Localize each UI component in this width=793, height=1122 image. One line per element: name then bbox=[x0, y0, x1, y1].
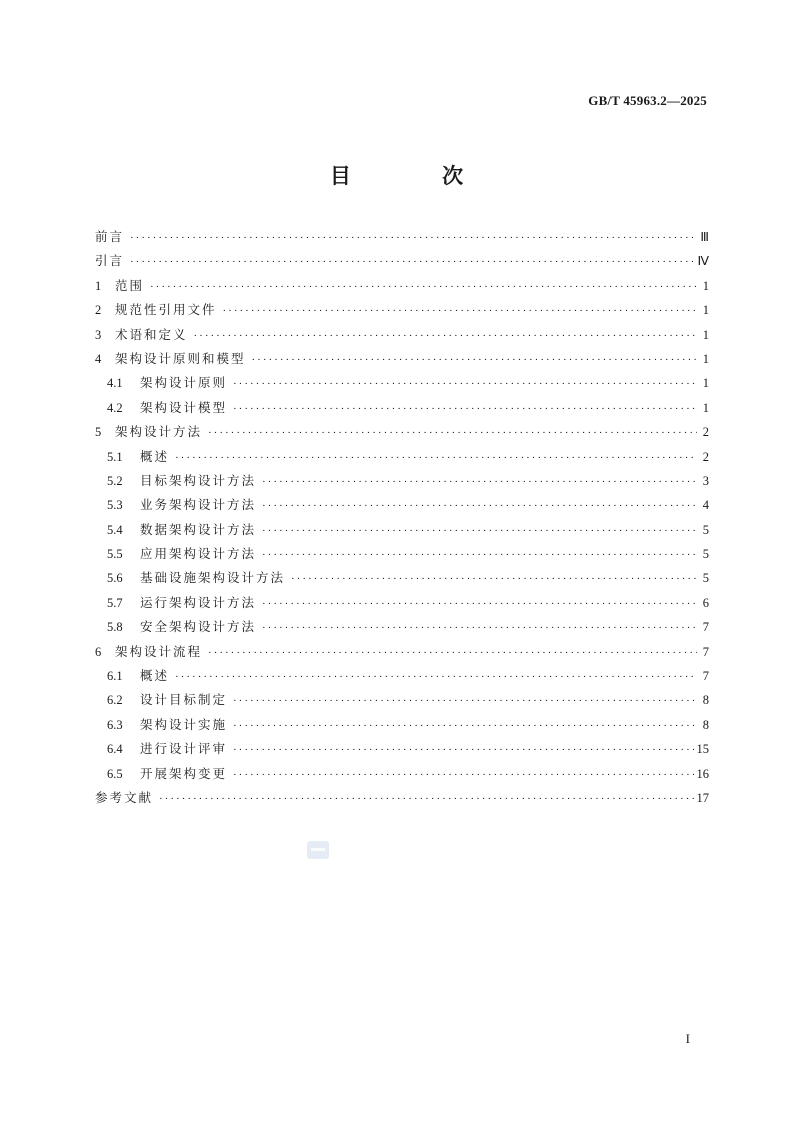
toc-entry-page: 1 bbox=[702, 376, 709, 391]
toc-entry[interactable] bbox=[95, 518, 709, 542]
dot-leader bbox=[233, 397, 697, 421]
toc-entry-number: 6.2 bbox=[107, 693, 123, 708]
dot-leader bbox=[233, 714, 697, 738]
toc-entry[interactable] bbox=[95, 298, 709, 322]
dot-leader bbox=[175, 446, 697, 470]
table-of-contents bbox=[95, 225, 709, 810]
toc-entry-label: 设计目标制定 bbox=[140, 692, 228, 708]
toc-entry-number: 5.4 bbox=[107, 522, 123, 537]
toc-entry-number: 5 bbox=[95, 425, 102, 440]
dot-leader bbox=[262, 470, 697, 494]
toc-entry-number: 1 bbox=[95, 278, 102, 293]
toc-entry-number: 5.6 bbox=[107, 571, 123, 586]
toc-entry[interactable] bbox=[95, 249, 709, 273]
dot-leader bbox=[130, 250, 695, 274]
dot-leader bbox=[262, 616, 697, 640]
dot-leader bbox=[262, 494, 697, 518]
toc-entry-label: 概述 bbox=[140, 448, 170, 464]
toc-entry-page: 6 bbox=[702, 595, 709, 610]
toc-entry-label: 运行架构设计方法 bbox=[140, 594, 257, 610]
toc-entry-number: 4 bbox=[95, 351, 102, 366]
toc-entry[interactable] bbox=[95, 225, 709, 249]
toc-entry-page: 1 bbox=[702, 303, 709, 318]
toc-entry-number: 5.8 bbox=[107, 620, 123, 635]
toc-entry-page: 5 bbox=[702, 571, 709, 586]
toc-entry-label: 开展架构变更 bbox=[140, 765, 228, 781]
toc-entry-page: 1 bbox=[702, 400, 709, 415]
toc-entry[interactable] bbox=[95, 737, 709, 761]
toc-entry-label: 规范性引用文件 bbox=[115, 302, 217, 318]
toc-entry[interactable] bbox=[95, 445, 709, 469]
toc-entry[interactable] bbox=[95, 274, 709, 298]
toc-entry-label: 架构设计方法 bbox=[115, 424, 203, 440]
dot-leader bbox=[194, 324, 697, 348]
dot-leader bbox=[262, 543, 697, 567]
toc-entry[interactable] bbox=[95, 493, 709, 517]
dot-leader bbox=[233, 738, 694, 762]
toc-entry-page: 7 bbox=[702, 620, 709, 635]
dot-leader bbox=[159, 787, 694, 811]
toc-entry[interactable] bbox=[95, 664, 709, 688]
page-number: I bbox=[685, 1031, 690, 1046]
toc-entry-number: 5.3 bbox=[107, 498, 123, 513]
dot-leader bbox=[130, 226, 697, 250]
toc-entry-label: 架构设计原则 bbox=[140, 375, 228, 391]
toc-entry-page: 16 bbox=[696, 766, 709, 781]
toc-entry-number: 6.5 bbox=[107, 766, 123, 781]
toc-entry-label: 引言 bbox=[95, 253, 125, 269]
dot-leader bbox=[175, 665, 697, 689]
dot-leader bbox=[262, 519, 697, 543]
toc-entry-label: 概述 bbox=[140, 668, 170, 684]
toc-entry-number: 4.2 bbox=[107, 400, 123, 415]
toc-entry-number: 6.4 bbox=[107, 742, 123, 757]
toc-entry-page: 8 bbox=[702, 717, 709, 732]
toc-entry-page: 3 bbox=[702, 473, 709, 488]
toc-entry-page: 2 bbox=[702, 425, 709, 440]
toc-entry-page: 1 bbox=[702, 351, 709, 366]
toc-entry[interactable] bbox=[95, 640, 709, 664]
standard-code: GB/T 45963.2—2025 bbox=[588, 93, 707, 108]
toc-entry-page: 7 bbox=[702, 644, 709, 659]
dot-leader bbox=[233, 689, 697, 713]
toc-entry-label: 架构设计实施 bbox=[140, 716, 228, 732]
toc-entry-page: Ⅳ bbox=[697, 254, 709, 269]
toc-entry-label: 术语和定义 bbox=[115, 326, 188, 342]
toc-entry-page: 4 bbox=[702, 498, 709, 513]
dot-leader bbox=[223, 299, 697, 323]
toc-entry[interactable] bbox=[95, 762, 709, 786]
toc-entry-page: 8 bbox=[702, 693, 709, 708]
toc-entry[interactable] bbox=[95, 371, 709, 395]
toc-entry-label: 架构设计模型 bbox=[140, 399, 228, 415]
dot-leader bbox=[150, 275, 697, 299]
toc-entry-number: 3 bbox=[95, 327, 102, 342]
toc-entry-page: 2 bbox=[702, 449, 709, 464]
toc-entry[interactable] bbox=[95, 323, 709, 347]
toc-entry-label: 目标架构设计方法 bbox=[140, 472, 257, 488]
toc-entry-number: 5.7 bbox=[107, 595, 123, 610]
toc-entry-label: 前言 bbox=[95, 229, 125, 244]
page-title: 目 次 bbox=[329, 164, 506, 188]
toc-entry-label: 范围 bbox=[115, 277, 145, 293]
toc-entry-page: 1 bbox=[702, 278, 709, 293]
toc-entry-number: 6.3 bbox=[107, 717, 123, 732]
dot-leader bbox=[262, 592, 697, 616]
toc-entry-label: 安全架构设计方法 bbox=[140, 619, 257, 635]
toc-entry[interactable] bbox=[95, 615, 709, 639]
toc-entry-number: 5.1 bbox=[107, 449, 123, 464]
toc-entry-number: 6 bbox=[95, 644, 102, 659]
toc-entry[interactable] bbox=[95, 591, 709, 615]
toc-entry[interactable] bbox=[95, 786, 709, 810]
toc-entry-page: Ⅲ bbox=[700, 230, 709, 244]
toc-entry-number: 5.2 bbox=[107, 473, 123, 488]
toc-entry-label: 应用架构设计方法 bbox=[140, 546, 257, 562]
toc-entry-number: 4.1 bbox=[107, 376, 123, 391]
toc-entry-page: 5 bbox=[702, 522, 709, 537]
toc-entry[interactable] bbox=[95, 566, 709, 590]
toc-entry[interactable] bbox=[95, 347, 709, 371]
toc-entry-label: 业务架构设计方法 bbox=[140, 497, 257, 513]
toc-entry[interactable] bbox=[95, 420, 709, 444]
dot-leader bbox=[252, 348, 697, 372]
toc-entry[interactable] bbox=[95, 688, 709, 712]
toc-entry-page: 17 bbox=[696, 790, 709, 805]
toc-entry-page: 7 bbox=[702, 669, 709, 684]
toc-entry[interactable] bbox=[95, 713, 709, 737]
toc-entry-label: 架构设计原则和模型 bbox=[115, 350, 246, 366]
toc-entry-page: 1 bbox=[702, 327, 709, 342]
toc-entry-label: 架构设计流程 bbox=[115, 643, 203, 659]
toc-entry-page: 5 bbox=[702, 547, 709, 562]
toc-entry-label: 进行设计评审 bbox=[140, 741, 228, 757]
toc-entry-number: 6.1 bbox=[107, 669, 123, 684]
toc-entry[interactable] bbox=[95, 396, 709, 420]
toc-entry-label: 参考文献 bbox=[95, 789, 154, 805]
toc-entry[interactable] bbox=[95, 469, 709, 493]
toc-entry-page: 15 bbox=[696, 742, 709, 757]
dot-leader bbox=[208, 641, 697, 665]
publisher-logo-icon bbox=[307, 841, 329, 859]
dot-leader bbox=[208, 421, 697, 445]
toc-entry-label: 基础设施架构设计方法 bbox=[140, 570, 286, 586]
dot-leader bbox=[233, 763, 694, 787]
dot-leader bbox=[233, 372, 697, 396]
toc-entry-label: 数据架构设计方法 bbox=[140, 521, 257, 537]
toc-entry-number: 5.5 bbox=[107, 547, 123, 562]
dot-leader bbox=[291, 567, 697, 591]
toc-entry[interactable] bbox=[95, 542, 709, 566]
toc-entry-number: 2 bbox=[95, 303, 102, 318]
